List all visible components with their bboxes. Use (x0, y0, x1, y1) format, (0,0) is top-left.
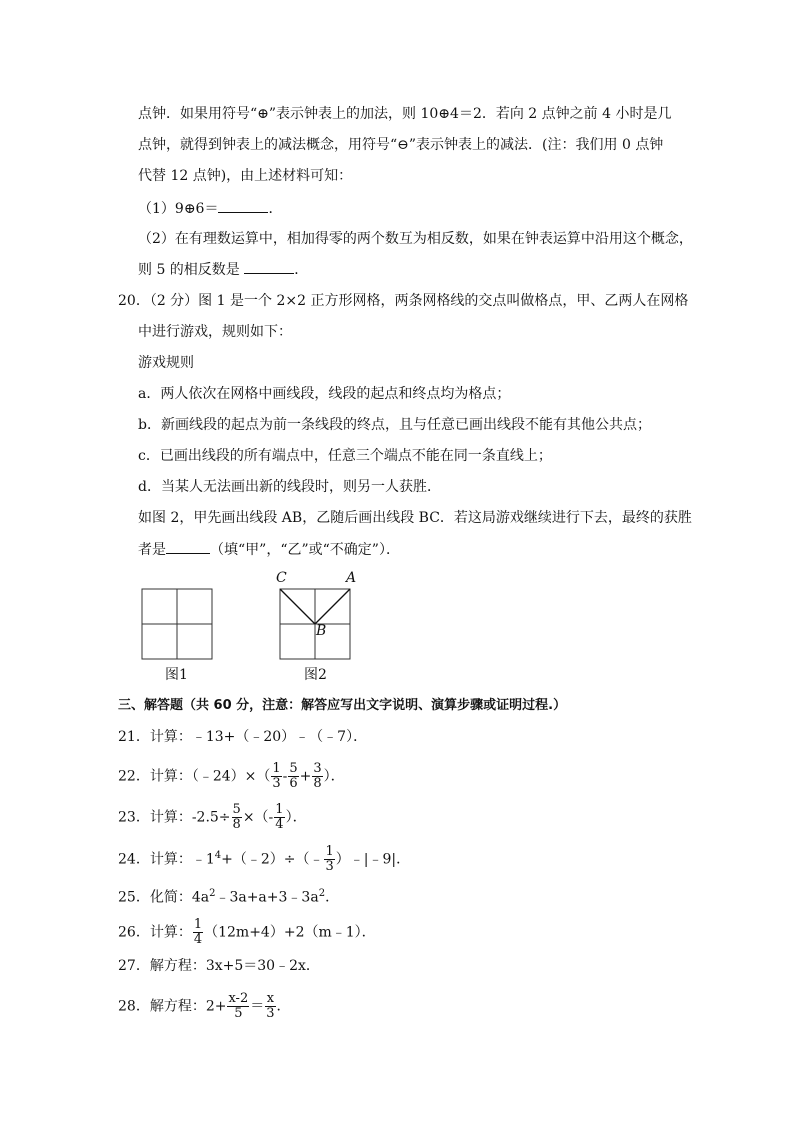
figure-2-caption: 图2 (304, 667, 327, 683)
q23-mid: ×（- (242, 809, 274, 826)
q26 (118, 918, 376, 947)
q20-text-1: （2 分）图 1 是一个 2×2 正方形网格，两条网格线的交点叫做格点，甲、乙两人在网格 (149, 293, 689, 309)
q19-part2-line2 (138, 259, 308, 280)
q20-rule-c: c．已画出线段的所有端点中，任意三个端点不能在同一条直线上； (138, 448, 552, 464)
q27: 27．解方程：3x+5＝30﹣2x． (118, 958, 320, 974)
q23-fraction-1: $\frac{5}{8}$ (232, 802, 241, 832)
q28-equals: ＝ (250, 998, 265, 1015)
q25-mid: ﹣3a+a+3﹣3a (215, 889, 319, 906)
q23 (118, 803, 307, 832)
q20-line3: 如图 2，甲先画出线段 AB，乙随后画出线段 BC．若这局游戏继续进行下去，最终的获胜 (138, 510, 692, 526)
q24-fraction: $\frac{1}{3}$ (325, 844, 334, 874)
q22-prefix: 22．计算：（﹣24）×（ (118, 768, 271, 785)
q20-answer-blank[interactable] (166, 539, 210, 554)
figure-1-caption: 图1 (165, 667, 188, 683)
q19-part1-prefix: （1）9⊕6＝ (138, 201, 219, 217)
q25-exponent-2: 2 (318, 888, 326, 899)
q28-prefix: 28．解方程：2+ (118, 998, 227, 1015)
q28-suffix: ． (276, 998, 291, 1015)
q22-fraction-2: $\frac{5}{6}$ (289, 761, 298, 791)
q22-fraction-3: $\frac{3}{8}$ (313, 761, 322, 791)
q20-line2: 中进行游戏，规则如下： (138, 324, 292, 340)
q22 (118, 762, 345, 791)
q28-fraction-2: $\frac{x}{3}$ (266, 991, 275, 1021)
q20-line1 (118, 291, 688, 311)
q26-fraction: $\frac{1}{4}$ (193, 917, 203, 947)
q20-rule-b: b．新画线段的起点为前一条线段的终点，且与任意已画出线段不能有其他公共点； (138, 417, 651, 433)
q19-part2-line1: （2）在有理数运算中，相加得零的两个数互为相反数，如果在钟表运算中沿用这个概念， (138, 231, 693, 247)
q24-prefix: 24．计算：﹣1 (118, 851, 215, 868)
q19-part2-blank[interactable] (244, 259, 294, 274)
q24 (118, 845, 410, 874)
q20-rule-d: d．当某人无法画出新的线段时，则另一人获胜． (138, 479, 441, 495)
figure-2-label-a: A (346, 570, 357, 586)
q20-rules-title: 游戏规则 (138, 355, 194, 371)
q20-number: 20． (118, 293, 150, 309)
q19-part2-prefix: 则 5 的相反数是 (138, 262, 240, 278)
q24-mid: +（﹣2）÷（﹣ (221, 851, 324, 868)
q28-fraction-1: $\frac{x-2}{5}$ (228, 991, 249, 1021)
q22-plus: + (299, 768, 312, 785)
q20-line4-prefix: 者是 (138, 542, 166, 558)
q25-exponent-1: 2 (209, 888, 216, 899)
q19-part2-suffix: ． (294, 262, 309, 278)
q24-suffix: ）﹣|﹣9|． (335, 851, 411, 868)
q22-fraction-1: $\frac{1}{3}$ (272, 761, 281, 791)
figure-2-label-b: B (316, 623, 327, 639)
figure-2-label-c: C (276, 570, 287, 586)
section-3-title: 三、解答题（共 60 分，注意：解答应写出文字说明、演算步骤或证明过程.） (118, 698, 567, 713)
intro-line-1: 点钟．如果用符号“⊕”表示钟表上的加法，则 10⊕4＝2．若向 2 点钟之前 4 小时是几 (138, 106, 672, 122)
q22-minus: - (282, 768, 288, 785)
q22-suffix: ）． (323, 768, 345, 785)
q26-prefix: 26．计算： (118, 924, 192, 941)
q19-part1-suffix: ． (268, 201, 283, 217)
intro-line-2: 点钟，就得到钟表上的减法概念，用符号“⊖”表示钟表上的减法．(注：我们用 0 点钟 (138, 137, 664, 153)
q24-exponent: 4 (214, 849, 222, 861)
segment-bc (280, 589, 315, 624)
q25-suffix: ． (325, 889, 340, 906)
figure-2-grid (278, 587, 352, 661)
q23-suffix: ）． (285, 809, 307, 826)
q21: 21．计算：﹣13+（﹣20）﹣（﹣7）． (118, 729, 368, 745)
q20-rule-a: a．两人依次在网格中画线段，线段的起点和终点均为格点； (138, 386, 511, 402)
q23-fraction-2: $\frac{1}{4}$ (275, 802, 284, 832)
figure-1-grid (140, 587, 214, 661)
q23-prefix: 23．计算：-2.5÷ (118, 809, 231, 826)
q28 (118, 992, 291, 1021)
q19-part1 (138, 198, 282, 219)
q25 (118, 884, 339, 908)
q19-part1-blank[interactable] (218, 198, 268, 213)
intro-line-3: 代替 12 点钟)，由上述材料可知： (138, 168, 353, 184)
q20-line4 (138, 539, 400, 560)
q25-prefix: 25．化简：4a (118, 889, 210, 906)
q26-suffix: （12m+4）+2（m﹣1）． (204, 924, 376, 941)
q20-line4-suffix: （填“甲”，“乙”或“不确定”）． (210, 542, 400, 558)
segment-ab (315, 589, 350, 624)
